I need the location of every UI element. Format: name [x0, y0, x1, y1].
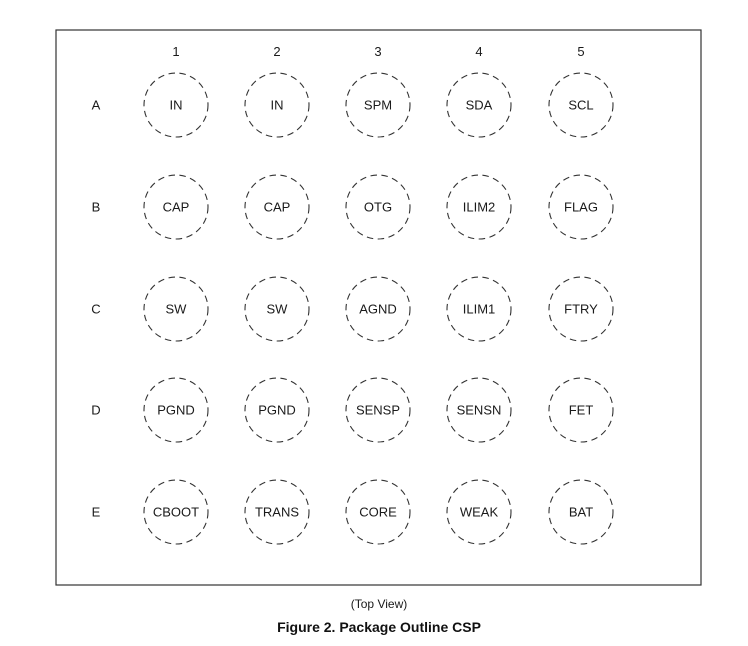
ball-label-a2: IN: [270, 97, 284, 113]
ball-c4: [447, 277, 511, 341]
row-label-c: C: [91, 301, 101, 317]
column-label-5: 5: [577, 44, 585, 59]
row-labels: [91, 98, 100, 520]
ball-label-b2: CAP: [263, 199, 291, 215]
column-label-1: 1: [172, 44, 180, 59]
row-label-e: E: [91, 504, 101, 520]
ball-label-e1: CBOOT: [152, 504, 200, 520]
ball-label-b5: FLAG: [564, 199, 598, 215]
ball-label-b3: OTG: [363, 199, 393, 215]
ball-label-e3: CORE: [359, 504, 397, 520]
ball-label-e2: TRANS: [254, 504, 300, 520]
ball-label-a3: SPM: [363, 97, 393, 113]
ball-a2: [245, 73, 309, 137]
ball-a5: [549, 73, 613, 137]
ball-b3: [346, 175, 410, 239]
ball-label-c1: SW: [165, 301, 187, 317]
ball-label-e4: WEAK: [459, 504, 499, 520]
ball-label-c2: SW: [266, 301, 288, 317]
ball-b4: [447, 175, 511, 239]
ball-b2: [245, 175, 309, 239]
view-note: (Top View): [350, 597, 408, 611]
ball-label-d5: FET: [568, 402, 594, 418]
ball-d5: [549, 378, 613, 442]
ball-d1: [144, 378, 208, 442]
ball-label-c5: FTRY: [564, 301, 598, 317]
column-labels: [172, 44, 584, 59]
ball-label-d3: SENSP: [355, 402, 401, 418]
ball-c1: [144, 277, 208, 341]
row-label-d: D: [91, 402, 101, 418]
ball-e4: [447, 480, 511, 544]
ball-d2: [245, 378, 309, 442]
ball-label-a4: SDA: [465, 97, 493, 113]
ball-a1: [144, 73, 208, 137]
row-label-a: A: [91, 97, 101, 113]
ball-e1: [144, 480, 208, 544]
column-label-3: 3: [374, 44, 382, 59]
ball-label-a5: SCL: [568, 97, 594, 113]
column-label-2: 2: [273, 44, 281, 59]
ball-d4: [447, 378, 511, 442]
ball-label-b1: CAP: [162, 199, 190, 215]
ball-e5: [549, 480, 613, 544]
ball-label-d1: PGND: [157, 402, 195, 418]
ball-d3: [346, 378, 410, 442]
ball-c3: [346, 277, 410, 341]
column-label-4: 4: [475, 44, 483, 59]
ball-b5: [549, 175, 613, 239]
ball-label-c4: ILIM1: [462, 301, 496, 317]
ball-label-d4: SENSN: [456, 402, 502, 418]
ball-label-d2: PGND: [258, 402, 296, 418]
ball-label-e5: BAT: [568, 504, 594, 520]
row-label-b: B: [91, 199, 101, 215]
ball-e2: [245, 480, 309, 544]
ball-label-a1: IN: [169, 97, 183, 113]
ball-e3: [346, 480, 410, 544]
ball-a4: [447, 73, 511, 137]
ball-c2: [245, 277, 309, 341]
ball-label-c3: AGND: [359, 301, 397, 317]
figure-caption: Figure 2. Package Outline CSP: [277, 619, 481, 635]
ball-grid: [144, 73, 613, 544]
ball-a3: [346, 73, 410, 137]
ball-label-b4: ILIM2: [462, 199, 496, 215]
ball-c5: [549, 277, 613, 341]
ball-b1: [144, 175, 208, 239]
